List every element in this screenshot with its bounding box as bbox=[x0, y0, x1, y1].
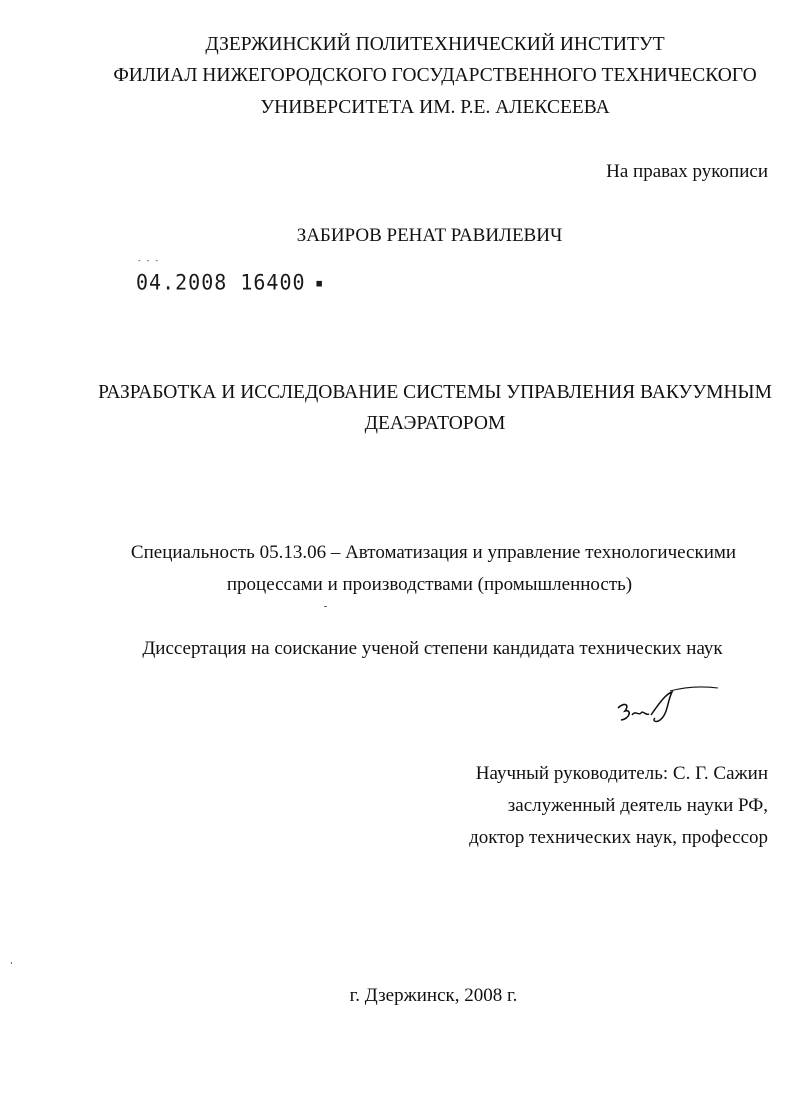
author-name: ЗАБИРОВ РЕНАТ РАВИЛЕВИЧ bbox=[296, 225, 563, 246]
institute-name-line-1: ДЗЕРЖИНСКИЙ ПОЛИТЕХНИЧЕСКИЙ ИНСТИТУТ bbox=[205, 34, 665, 55]
dissertation-title-line-2: ДЕАЭРАТОРОМ bbox=[364, 413, 506, 434]
city-year-footer: г. Дзержинск, 2008 г. bbox=[349, 985, 518, 1006]
handwritten-signature bbox=[610, 682, 725, 730]
supervisor-line-2: заслуженный деятель науки РФ, bbox=[507, 795, 768, 816]
scan-speck bbox=[324, 606, 327, 607]
manuscript-note: На правах рукописи bbox=[606, 161, 768, 182]
supervisor-line-1: Научный руководитель: С. Г. Сажин bbox=[475, 763, 768, 784]
supervisor-line-3: доктор технических наук, профессор bbox=[469, 827, 768, 848]
degree-statement: Диссертация на соискание ученой степени кандидата технических наук bbox=[142, 638, 723, 659]
stamp-code-text: 04.2008 16400 bbox=[136, 269, 306, 295]
stamp-dots: - - - bbox=[138, 256, 160, 265]
specialty-line-2: процессами и производствами (промышленность) bbox=[226, 574, 633, 595]
institute-name-line-3: УНИВЕРСИТЕТА ИМ. Р.Е. АЛЕКСЕЕВА bbox=[260, 97, 610, 118]
dissertation-title-line-1: РАЗРАБОТКА И ИССЛЕДОВАНИЕ СИСТЕМЫ УПРАВЛЕНИЯ ВАКУУМНЫМ bbox=[98, 382, 772, 403]
institute-name-line-2: ФИЛИАЛ НИЖЕГОРОДСКОГО ГОСУДАРСТВЕННОГО ТЕХНИЧЕСКОГО bbox=[113, 65, 757, 86]
stamp-mark: ▪ bbox=[305, 275, 325, 292]
library-stamp-code bbox=[136, 269, 324, 296]
scan-speck bbox=[11, 962, 12, 964]
specialty-line-1: Специальность 05.13.06 – Автоматизация и управление технологическими bbox=[130, 542, 737, 563]
